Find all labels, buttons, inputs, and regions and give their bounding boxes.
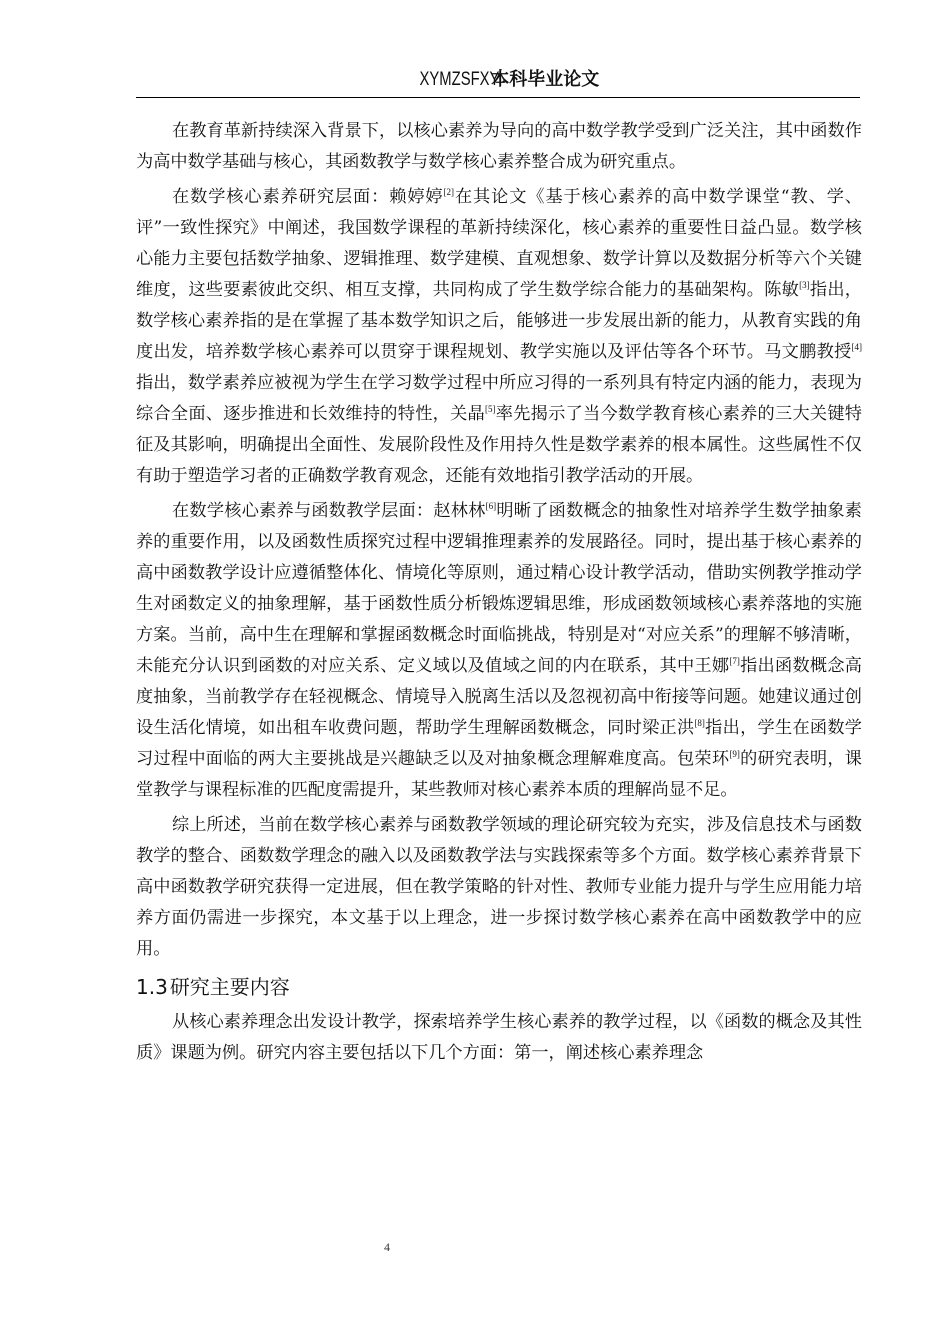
citation-ref[interactable]: [7]	[729, 656, 740, 666]
page-header	[136, 64, 860, 98]
paragraph-text: 在教育革新持续深入背景下，以核心素养为导向的高中数学教学受到广泛关注，其中函数作为高中数学基础与核心，其函数教学与数学核心素养整合成为研究重点。	[136, 121, 862, 172]
citation-ref[interactable]: [8]	[694, 718, 705, 728]
paragraph-text: 的研究表明，课堂教学与课程标准的匹配度需提升，某些教师对核心素养本质的理解尚显不足。	[136, 749, 862, 800]
section-title: 研究主要内容	[169, 975, 290, 999]
paragraph-function-teaching	[136, 496, 862, 806]
paragraph-text: 指出函数概念高度抽象，当前教学存在轻视概念、情境导入脱离生活以及忽视初高中衔接等问题。她建议通过创设生活化情境，如出租车收费问题，帮助学生理解函数概念，同时梁正洪	[136, 656, 862, 738]
paragraph-text: 综上所述，当前在数学核心素养与函数教学领域的理论研究较为充实，涉及信息技术与函数教学的整合、函数数学理念的融入以及函数教学法与实践探索等多个方面。数学核心素养背景下高中函数教学研究获得一定进展，但在教学策略的针对性、教师专业能力提升与学生应用能力培养方面仍需进一步探究，本文基于以上理念，进一步探讨数学核心素养在高中函数教学中的应用。	[136, 815, 862, 959]
paragraph-text: 率先揭示了当今数学教育核心素养的三大关键特征及其影响，明确提出全面性、发展阶段性及作用持久性是数学素养的根本属性。这些属性不仅有助于塑造学习者的正确数学教育观念，还能有效地指引教学活动的开展。	[136, 404, 862, 486]
paragraph-text: 从核心素养理念出发设计教学，探索培养学生核心素养的教学过程，以《函数的概念及其性质》课题为例。研究内容主要包括以下几个方面：第一，阐述核心素养理念	[136, 1012, 862, 1063]
section-number: 1.3	[136, 975, 168, 999]
body-text	[136, 116, 862, 1069]
citation-ref[interactable]: [9]	[729, 749, 740, 759]
paragraph-text: 在数学核心素养研究层面：赖婷婷	[172, 187, 444, 207]
citation-ref[interactable]: [3]	[799, 280, 810, 290]
header-code: XYMZSFXY	[419, 69, 500, 90]
citation-ref[interactable]: [5]	[485, 404, 496, 414]
paragraph-text: 在其论文《基于核心素养的高中数学课堂“教、学、评”一致性探究》中阐述，我国数学课程的革新持续深化，核心素养的重要性日益凸显。数学核心能力主要包括数学抽象、逻辑推理、数学建模、直观想象、数学计算以及数据分析等六个关键维度，这些要素彼此交织、相互支撑，共同构成了学生数学综合能力的基础架构。陈敏	[136, 187, 862, 300]
citation-ref[interactable]: [6]	[485, 501, 497, 511]
section-heading	[136, 973, 862, 1001]
paragraph-research-content	[136, 1007, 862, 1069]
citation-ref[interactable]: [2]	[443, 187, 455, 197]
header-title: 本科毕业论文	[491, 69, 600, 90]
paragraph-core-literacy-research	[136, 182, 862, 492]
citation-ref[interactable]: [4]	[851, 342, 862, 352]
page-number: 4	[384, 1240, 390, 1254]
paragraph-intro	[136, 116, 862, 178]
paragraph-text: 指出，数学核心素养指的是在掌握了基本数学知识之后，能够进一步发展出新的能力，从教育实践的角度出发，培养数学核心素养可以贯穿于课程规划、教学实施以及评估等各个环节。马文鹏教授	[136, 280, 862, 362]
paragraph-text: 指出，学生在函数学习过程中面临的两大主要挑战是兴趣缺乏以及对抽象概念理解难度高。包荣环	[136, 718, 862, 769]
paragraph-text: 明晰了函数概念的抽象性对培养学生数学抽象素养的重要作用，以及函数性质探究过程中逻辑推理素养的发展路径。同时，提出基于核心素养的高中函数教学设计应遵循整体化、情境化等原则，通过精心设计教学活动，借助实例教学推动学生对函数定义的抽象理解，基于函数性质分析锻炼逻辑思维，形成函数领域核心素养落地的实施方案。当前，高中生在理解和掌握函数概念时面临挑战，特别是对“对应关系”的理解不够清晰，未能充分认识到函数的对应关系、定义域以及值域之间的内在联系，其中王娜	[136, 501, 862, 676]
paragraph-text: 指出，数学素养应被视为学生在学习数学过程中所应习得的一系列具有特定内涵的能力，表现为综合全面、逐步推进和长效维持的特性，关晶	[136, 373, 862, 424]
paragraph-text: 在数学核心素养与函数教学层面：赵林林	[172, 501, 486, 521]
paragraph-summary	[136, 810, 862, 965]
